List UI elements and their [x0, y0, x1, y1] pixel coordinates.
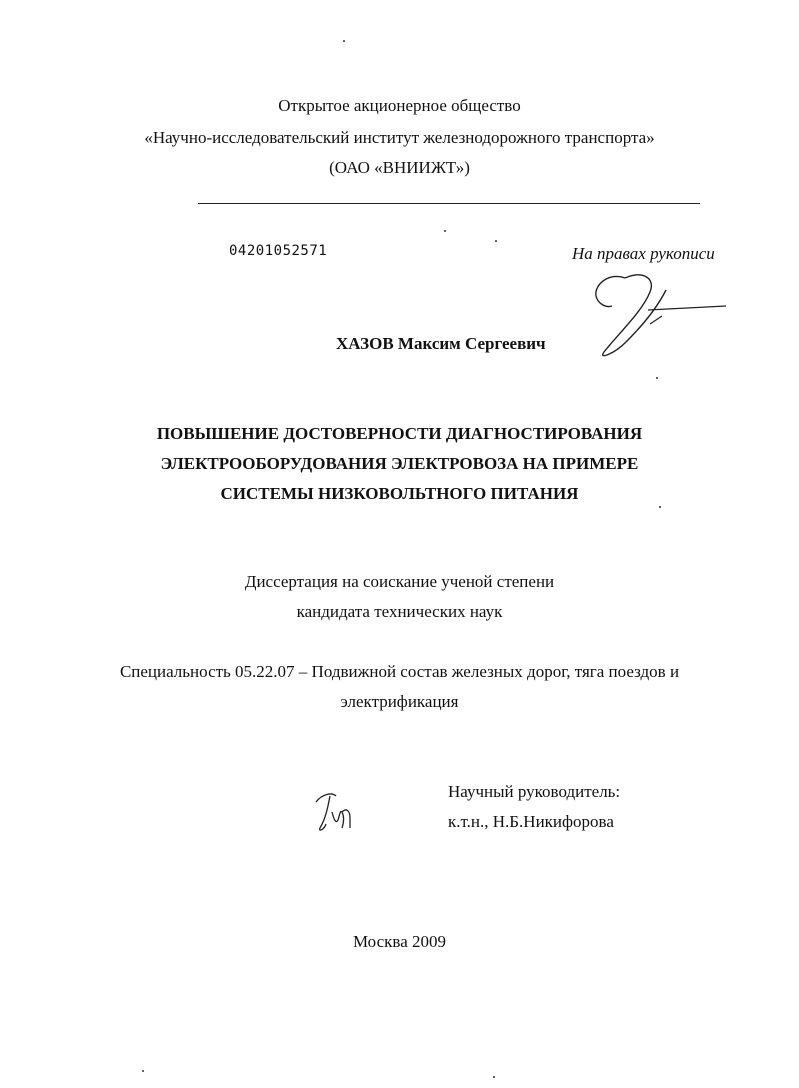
scan-speck [495, 240, 497, 242]
scan-speck [343, 40, 345, 42]
title-line-2: ЭЛЕКТРООБОРУДОВАНИЯ ЭЛЕКТРОВОЗА НА ПРИМЕРЕ [160, 454, 639, 473]
scan-speck [659, 506, 661, 508]
author-name: ХАЗОВ Максим Сергеевич [336, 334, 546, 353]
title-line-1: ПОВЫШЕНИЕ ДОСТОВЕРНОСТИ ДИАГНОСТИРОВАНИЯ [156, 424, 643, 443]
horizontal-rule [198, 203, 700, 204]
scan-speck [444, 230, 446, 232]
degree-line-2: кандидата технических наук [296, 602, 503, 621]
manuscript-note: На правах рукописи [572, 244, 715, 263]
supervisor-label: Научный руководитель: [448, 782, 621, 801]
scan-speck [493, 1076, 495, 1078]
catalog-number: 04201052571 [229, 243, 328, 259]
supervisor-name: к.т.н., Н.Б.Никифорова [448, 812, 614, 831]
degree-line-1: Диссертация на соискание ученой степени [244, 572, 555, 591]
specialty-line-1: Специальность 05.22.07 – Подвижной состав железных дорог, тяга поездов и [119, 662, 680, 681]
scan-speck [142, 1070, 144, 1072]
organization-line-1: Открытое акционерное общество [278, 96, 521, 115]
title-line-3: СИСТЕМЫ НИЗКОВОЛЬТНОГО ПИТАНИЯ [220, 484, 579, 503]
specialty-line-2: электрификация [340, 692, 459, 711]
organization-abbreviation: (ОАО «ВНИИЖТ») [329, 158, 470, 177]
city-year: Москва 2009 [352, 932, 447, 951]
supervisor-signature-icon [312, 790, 362, 834]
scan-speck [656, 377, 658, 379]
author-signature-icon [590, 270, 730, 360]
organization-line-2: «Научно-исследовательский институт железнодорожного транспорта» [144, 128, 655, 147]
